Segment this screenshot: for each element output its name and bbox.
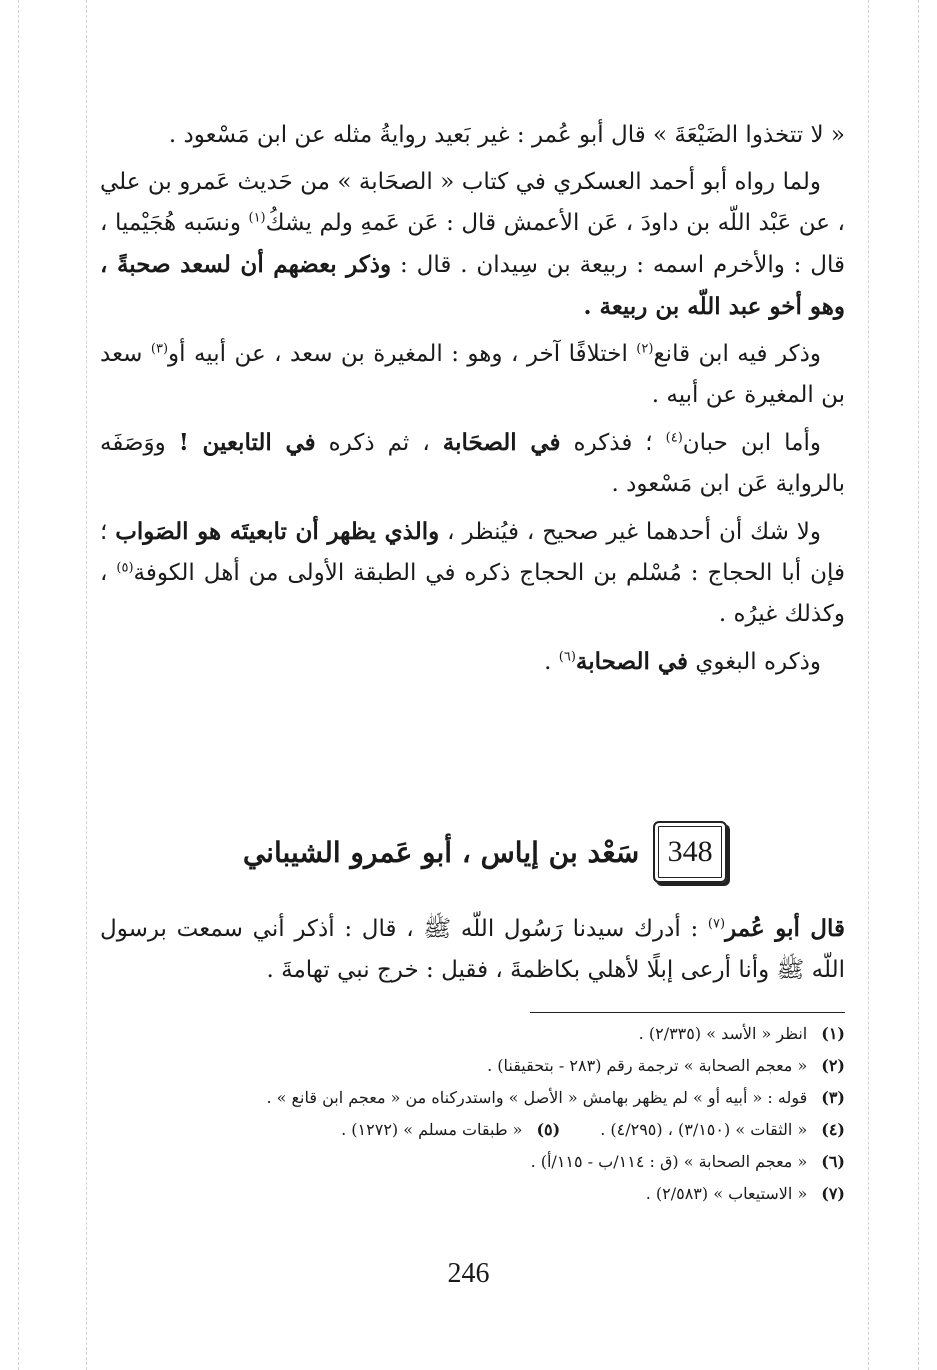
footnote-text: « معجم الصحابة » ترجمة رقم (٢٨٣ - بتحقيقنا) . <box>487 1056 808 1075</box>
footnote-text: « طبقات مسلم » (١٢٧٢) . <box>341 1120 523 1139</box>
footnote-3 <box>150 1082 845 1114</box>
bold-text-segment: في الصحابة <box>575 648 689 675</box>
text-segment: : أدرك سيدنا رَسُول اللّه ﷺ ، قال : أذكر أني سمعت برسول اللّه ﷺ وأنا أرعى إبلًا لأهلي بكاظمةَ ، فقيل : خرج نبي تهامةَ . <box>100 916 845 983</box>
footnote-number: (٤) <box>821 1120 845 1139</box>
footnote-number: (٦) <box>821 1152 845 1171</box>
footnote-number: (١) <box>821 1024 845 1043</box>
paragraph-5 <box>100 511 845 635</box>
bold-text-segment: في التابعين ! <box>178 429 316 456</box>
bold-text-segment: قال أبو عُمر <box>725 915 845 942</box>
margin-guide-left-outer <box>18 0 19 1370</box>
text-segment: وذكر فيه ابن قانع <box>653 341 821 367</box>
page-number: 246 <box>447 1258 490 1289</box>
footnote-divider <box>530 1012 845 1013</box>
text-segment: ولما رواه أبو أحمد العسكري في كتاب « الصحَابة » من حَديث عَمرو بن علي ، عن عَبْد اللّه بن داودَ ، عَن الأعمش قال : عَن عَمهِ ولم يشكُ <box>100 169 845 236</box>
entry-paragraph <box>100 908 845 991</box>
text-segment: وأما ابن حبان <box>682 430 821 456</box>
text-segment: اختلافًا آخر ، وهو : المغيرة بن سعد ، عن أبيه أو <box>168 341 637 367</box>
text-segment: ، وكذلك غيرُه . <box>100 560 845 627</box>
paragraph-1 <box>100 115 845 156</box>
text-segment: ؛ فذكره <box>560 430 666 456</box>
entry-number-box: 348 <box>653 821 727 883</box>
footnote-number: (٢) <box>821 1056 845 1075</box>
footnote-number: (٥) <box>536 1120 561 1139</box>
bold-text-segment: وذكر بعضهم أن لسعد صحبةً ، وهو أخو عبد اللّه بن ربيعة . <box>100 251 845 320</box>
paragraph-3 <box>100 334 845 416</box>
footnote-text: « الثقات » (٣/١٥٠) ، (٤/٢٩٥) . <box>600 1120 808 1139</box>
footnote-ref[interactable]: (١) <box>248 210 266 226</box>
footnote-number: (٧) <box>821 1184 845 1203</box>
footnote-4-5 <box>150 1114 845 1146</box>
footnote-text: انظر « الأسد » (٢/٣٣٥) . <box>638 1024 808 1043</box>
text-segment: . <box>544 649 559 675</box>
margin-guide-right-inner <box>868 0 869 1370</box>
footnotes <box>150 1018 845 1210</box>
text-segment: ؛ فإن أبا الحجاج : مُسْلم بن الحجاج ذكره في الطبقة الأولى من أهل الكوفة <box>100 519 845 586</box>
paragraph-4 <box>100 422 845 505</box>
text-segment: وذكره البغوي <box>688 649 821 675</box>
footnote-ref[interactable]: (٢) <box>636 341 654 357</box>
footnote-1 <box>150 1018 845 1050</box>
footnote-ref[interactable]: (٣) <box>150 341 169 357</box>
footnote-2 <box>150 1050 845 1082</box>
footnote-ref[interactable]: (٦) <box>558 649 576 665</box>
footnote-number: (٣) <box>821 1088 845 1107</box>
text-segment: ووَصَفَه بالرواية عَن ابن مَسْعود . <box>100 430 845 497</box>
paragraph-2 <box>100 162 845 328</box>
paragraph-6 <box>100 641 845 683</box>
text-segment: « لا تتخذوا الضَيْعَةَ » قال أبو عُمر : غير بَعيد روايةُ مثله عن ابن مَسْعود . <box>168 122 845 148</box>
bold-text-segment: والذي يظهر أن تابعيتَه هو الصَواب <box>115 518 440 545</box>
footnote-ref[interactable]: (٥) <box>116 560 134 576</box>
entry-text <box>100 908 845 997</box>
footnote-ref[interactable]: (٤) <box>665 430 683 446</box>
text-segment: سعد بن المغيرة عن أبيه . <box>100 341 845 408</box>
footnote-text: « معجم الصحابة » (ق : ١١٤/ب - ١١٥/أ) . <box>530 1152 808 1171</box>
margin-guide-left-inner <box>86 0 87 1370</box>
entry-title: سَعْد بن إياس ، أبو عَمرو الشيباني <box>242 835 640 869</box>
footnote-text: « الاستيعاب » (٢/٥٨٣) . <box>645 1184 808 1203</box>
main-text <box>100 115 845 689</box>
footnote-6 <box>150 1146 845 1178</box>
footnote-7 <box>150 1178 845 1210</box>
text-segment: ولا شك أن أحدهما غير صحيح ، فيُنظر ، <box>439 519 821 545</box>
bold-text-segment: في الصحَابة <box>442 429 561 456</box>
footnote-ref[interactable]: (٧) <box>707 916 726 932</box>
margin-guide-right-outer <box>918 0 919 1370</box>
text-segment: ونسَبه هُجَيْميا ، قال : والأخرم اسمه : ربيعة بن سِيدان . قال : <box>100 210 845 278</box>
text-segment: ، ثم ذكره <box>315 430 443 456</box>
footnote-text: قوله : « أبيه أو » لم يظهر بهامش « الأصل » واستدركناه من « معجم ابن قانع » . <box>266 1088 808 1107</box>
entry-heading <box>235 818 735 886</box>
